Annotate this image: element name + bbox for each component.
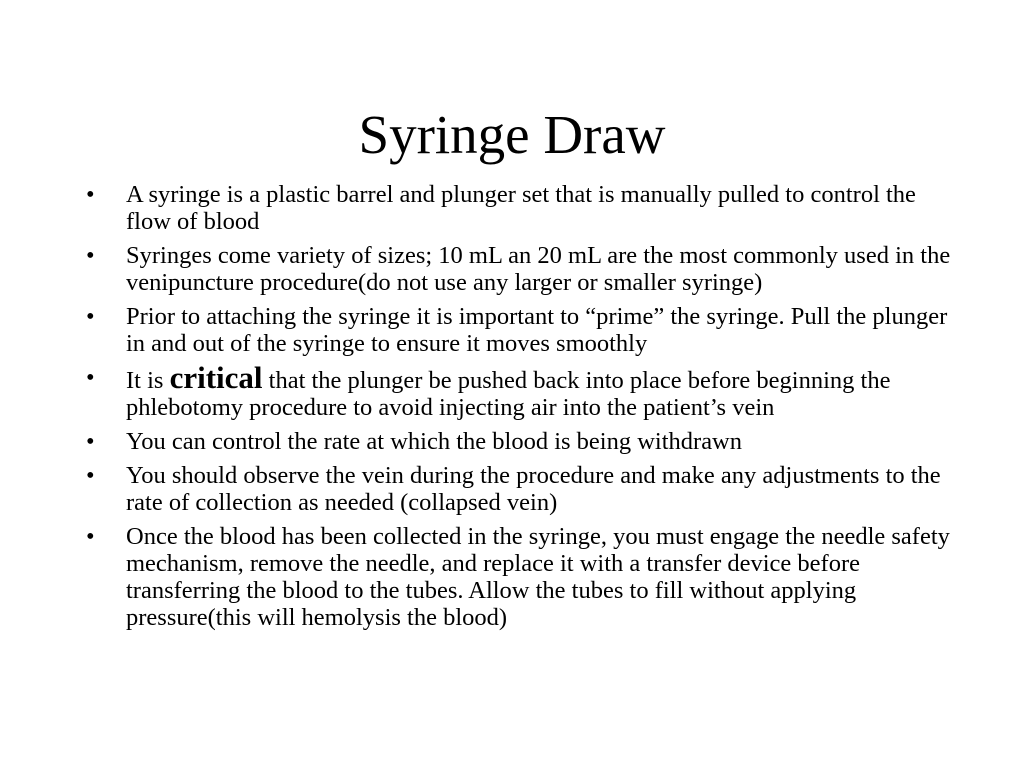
bullet-dot-icon: • xyxy=(86,364,95,391)
bullet-dot-icon: • xyxy=(86,428,95,455)
bullet-text: Once the blood has been collected in the syringe, you must engage the needle safety mechanism, remove the needle, and replace it with a transfer device before transferring the blood to the tubes. Allow the tubes to fill without applying pressure(this will hemolysis the blood) xyxy=(126,523,950,631)
bullet-item xyxy=(84,303,954,357)
bullet-list xyxy=(84,181,954,638)
bullet-dot-icon: • xyxy=(86,462,95,489)
bullet-item xyxy=(84,428,954,455)
slide-title: Syringe Draw xyxy=(358,104,666,165)
bullet-text-end: that the plunger be pushed back into place before beginning the phlebotomy procedure to avoid injecting air into the patient’s vein xyxy=(126,367,891,421)
bullet-item xyxy=(84,181,954,235)
bullet-dot-icon: • xyxy=(86,523,95,550)
bullet-dot-icon: • xyxy=(86,242,95,269)
bullet-dot-icon: • xyxy=(86,181,95,208)
bullet-text: You should observe the vein during the procedure and make any adjustments to the rate of collection as needed (collapsed vein) xyxy=(126,462,941,516)
bullet-item xyxy=(84,242,954,296)
bullet-item xyxy=(84,360,954,421)
bullet-item xyxy=(84,523,954,631)
bullet-text: A syringe is a plastic barrel and plunger set that is manually pulled to control the flow of blood xyxy=(126,181,916,235)
bullet-text: Prior to attaching the syringe it is important to “prime” the syringe. Pull the plunger in and out of the syringe to ensure it moves smoothly xyxy=(126,303,948,357)
bullet-text: You can control the rate at which the blood is being withdrawn xyxy=(126,428,743,455)
bullet-text: Syringes come variety of sizes; 10 mL an 20 mL are the most commonly used in the venipuncture procedure(do not use any larger or smaller syringe) xyxy=(126,242,951,296)
bullet-dot-icon: • xyxy=(86,303,95,330)
bullet-item xyxy=(84,462,954,516)
emphasis-critical: critical xyxy=(169,360,263,395)
bullet-text-start: It is xyxy=(126,367,170,394)
